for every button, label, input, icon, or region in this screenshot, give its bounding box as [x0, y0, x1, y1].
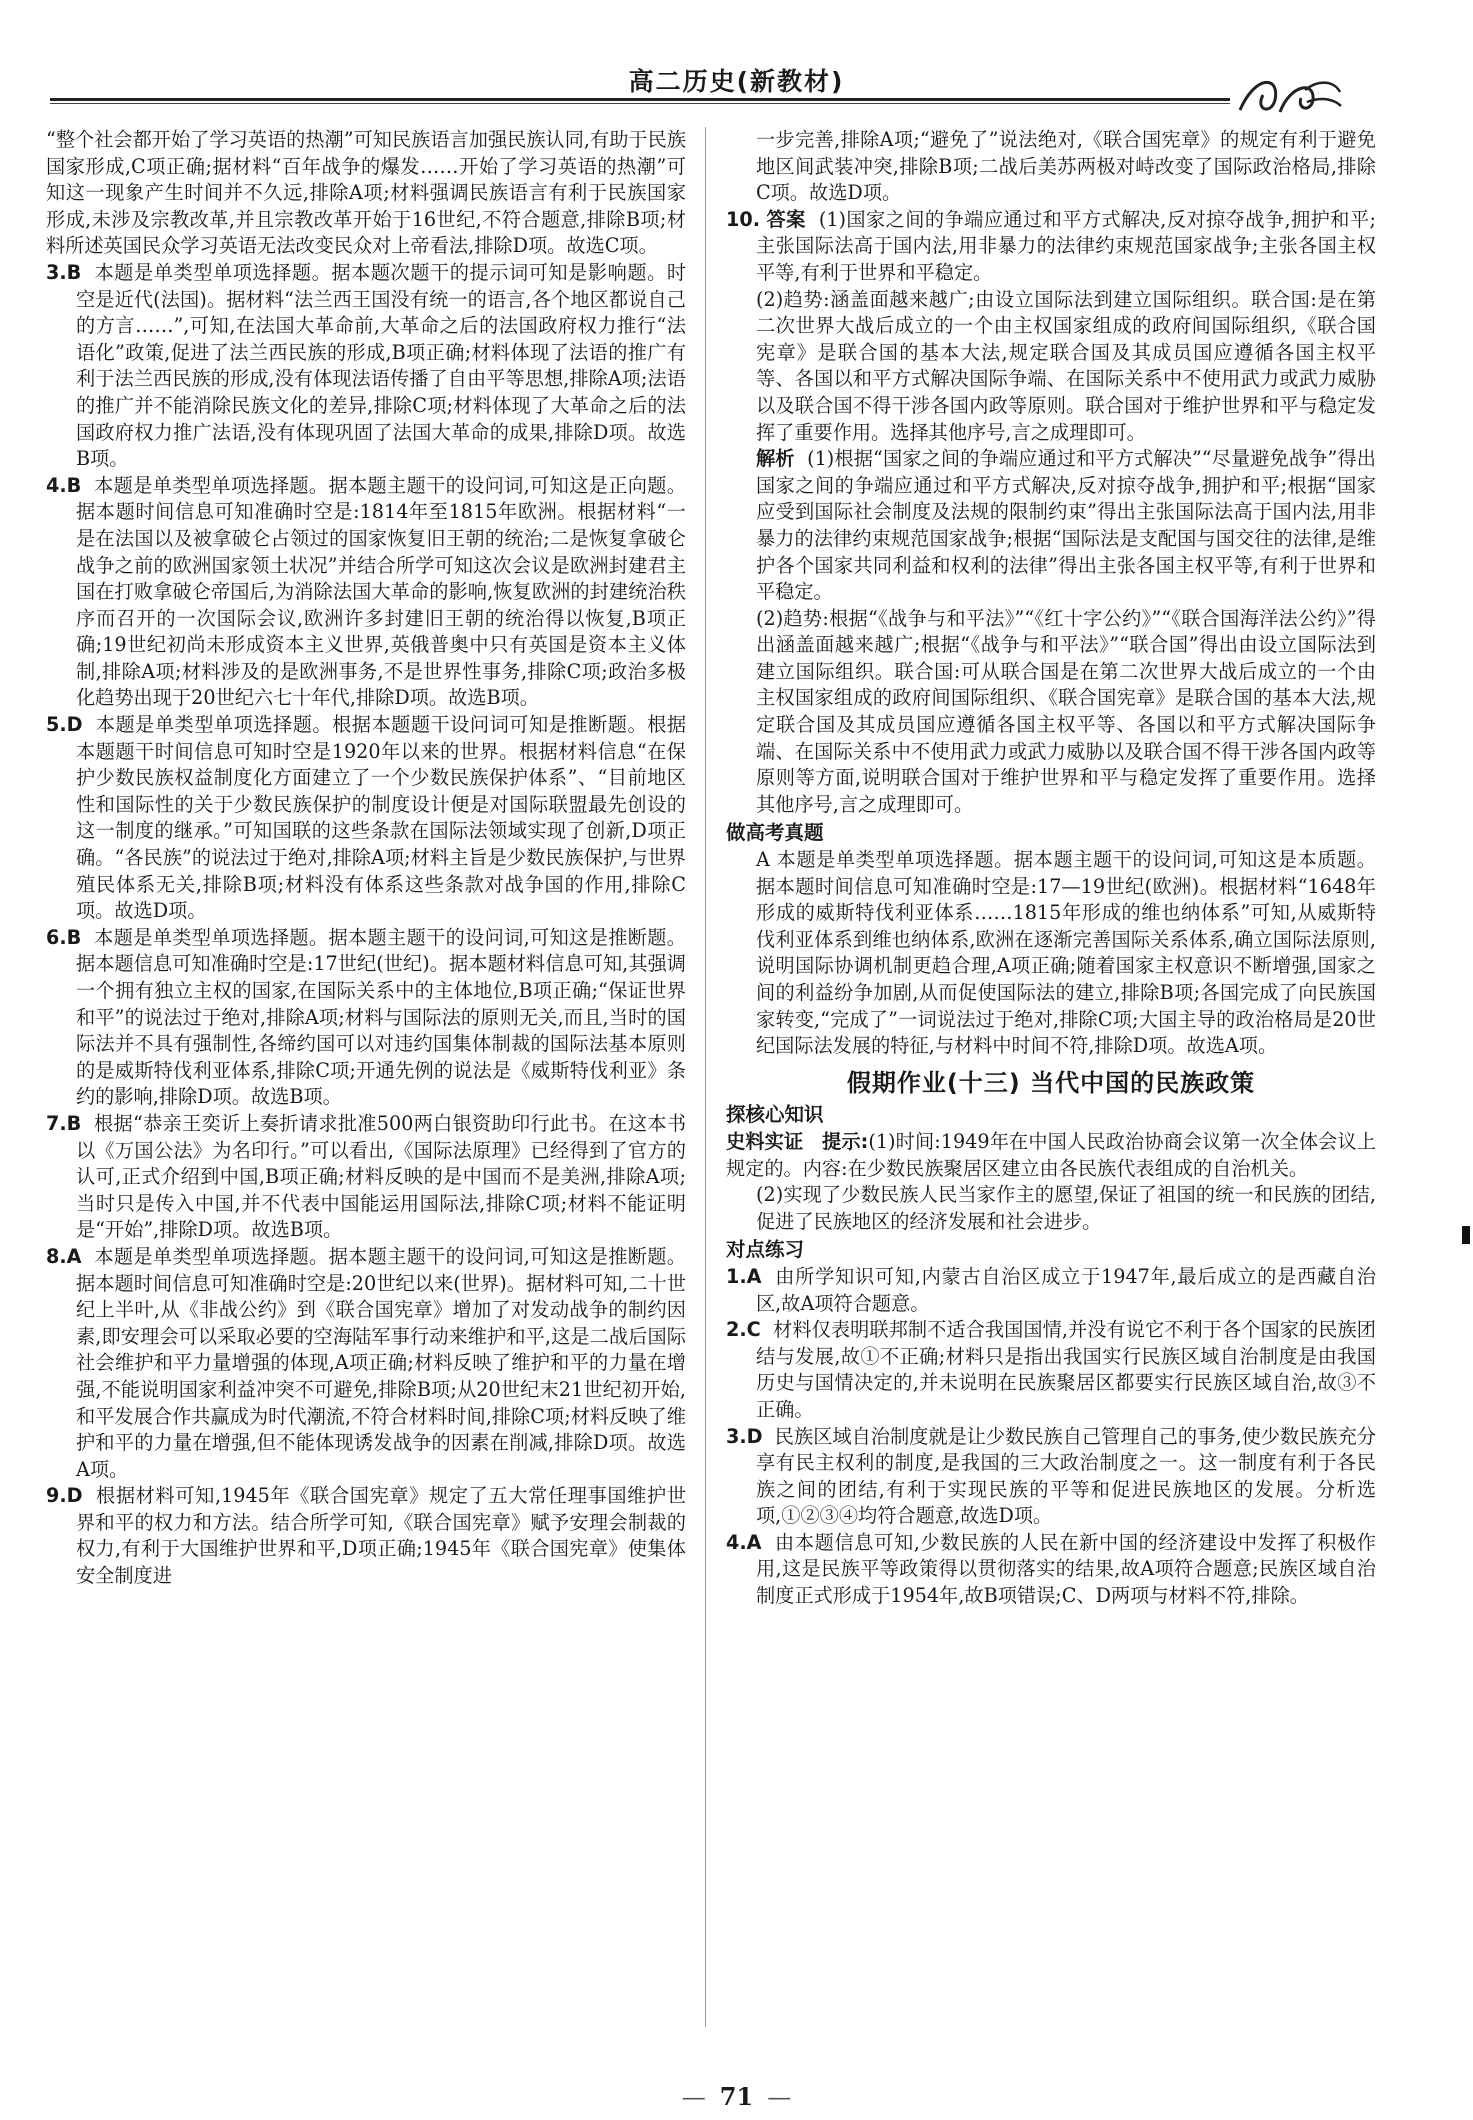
answer-text: 本题是单类型单项选择题。据本题次题干的提示词可知是影响题。时空是近代(法国)。据材料“法兰西王国没有统一的语言,各个地区都说自己的方言……”,可知,在法国大革命前,大革命之后的法国政府权力推行“法语化”政策,促进了法兰西民族的形成,B项正确;材料体现了法语的推广有利于法兰西民族的形成,没有体现法语传播了自由平等思想,排除A项;法语的推广并不能消除民族文化的差异,排除C项;材料体现了大革命之后的法国政府权力推广法语,没有体现巩固了法国大革命的成果,排除D项。故选B项。 [76, 260, 687, 471]
answer-item-10 [726, 207, 1376, 287]
answer-text: 本题是单类型单项选择题。据本题主题干的设问词,可知这是推断题。据本题信息可知准确时空是:17世纪(世纪)。据本题材料信息可知,其强调一个拥有独立主权的国家,在国际关系中的主体地位,B项正确;“保证世界和平”的说法过于绝对,排除A项;材料与国际法的原则无关,而且,当时的国际法并不具有强制性,各缔约国可以对违约国集体制裁的国际法基本原则的是威斯特伐利亚体系,排除C项;开通先例的说法是《威斯特伐利亚》条约的影响,排除D项。故选B项。 [76, 925, 686, 1109]
answer-number: 2.C [726, 1318, 761, 1342]
answer-number: 4.B [46, 473, 82, 497]
evidence-hint [726, 1129, 1376, 1182]
answer-number: 9.D [46, 1484, 83, 1508]
answer-number: 10. [726, 207, 760, 231]
answer-9-continuation: 一步完善,排除A项;“避免了”说法绝对,《联合国宪章》的规定有利于避免地区间武装冲突,排除B项;二战后美苏两极对峙改变了国际政治格局,排除C项。故选D项。 [756, 128, 1376, 205]
analysis-text: (1)根据“国家之间的争端应通过和平方式解决”“尽量避免战争”得出国家之间的争端应通过和平方式解决,反对掠夺战争,拥护和平;根据“国家应受到国际社会制度及法规的限制约束”得出主张国际法高于国内法,用非暴力的法律约束规范国家战争;根据“国际法是支配国与国交往的法律,是维护各个国家共同利益和权利的法律”得出主张各国主权平等,有利于世界和平稳定。 [756, 447, 1376, 604]
answer-item-9 [46, 1483, 686, 1589]
answer-number: 6.B [46, 925, 82, 949]
left-column [46, 127, 686, 1590]
answer-item-5 [46, 712, 686, 925]
answer-text: 本题是单类型单项选择题。据本题主题干的设问词,可知这是正向题。据本题时间信息可知准确时空是:1814年至1815年欧洲。根据材料“一是在法国以及被拿破仑占领过的国家恢复旧王朝的统治;二是恢复拿破仑战争之前的欧洲国家领土状况”并结合所学可知这次会议是欧洲封建君主国在打败拿破仑帝国后,为消除法国大革命的影响,恢复欧洲的封建统治秩序而召开的一次国际会议,欧洲许多封建旧王朝的统治得以恢复,B项正确;19世纪初尚未形成资本主义世界,英俄普奥中只有英国是资本主义体制,排除A项;材料涉及的是欧洲事务,不是世界性事务,排除C项;政治多极化趋势出现于20世纪六七十年代,排除D项。故选B项。 [76, 473, 686, 710]
answer-number: 3.B [46, 260, 82, 284]
answer-number: 8.A [46, 1244, 82, 1268]
answer-number: 3.D [726, 1424, 763, 1448]
answer-text: 材料仅表明联邦制不适合我国国情,并没有说它不利于各个国家的民族团结与发展,故①不正确;材料只是指出我国实行民族区域自治制度是由我国历史与国情决定的,并未说明在民族聚居区都要实行民族区域自治,故③不正确。 [756, 1318, 1376, 1421]
answer-item-6 [46, 925, 686, 1111]
page-header [0, 0, 1473, 100]
header-rule-thin [50, 103, 1230, 104]
hint-text: (1)时间:1949年在中国人民政治协商会议第一次全体会议上规定的。内容:在少数民族聚居区建立由各民族代表组成的自治机关。 [726, 1129, 1376, 1180]
section-heading-exam: 做高考真题 [726, 821, 824, 845]
answer-2-continuation [46, 127, 686, 260]
answer-number: 4.A [726, 1530, 762, 1554]
section-heading-core: 探核心知识 [726, 1103, 824, 1127]
section-heading-practice: 对点练习 [726, 1238, 805, 1262]
answer-number: 7.B [46, 1111, 82, 1135]
answer-item-3 [46, 260, 686, 473]
analysis-10-part-2: (2)趋势:根据“《战争与和平法》”“《红十字公约》”“《联合国海洋法公约》”得出涵盖面越来越广;根据“《战争与和平法》”“联合国”得出由设立国际法到建立国际组织。联合国:可从联合国是在第二次世界大战后成立的一个由主权国家组成的政府间国际组织、《联合国宪章》是联合国的基本大法,规定联合国及其成员国应遵循各国主权平等、各国以和平方式解决国际争端、在国际关系中不使用武力或武力威胁以及联合国不得干涉各国内政等原则等方面,说明联合国对于维护世界和平与稳定发挥了重要作用。选择其他序号,言之成理即可。 [756, 606, 1376, 816]
answer-text: 根据“恭亲王奕䜣上奏折请求批准500两白银资助印行此书。在这本书以《万国公法》为名印行。”可以看出,《国际法原理》已经得到了官方的认可,正式介绍到中国,B项正确;材料反映的是中国而不是美洲,排除A项;当时只是传入中国,并不代表中国能运用国际法,排除C项;材料不能证明是“开始”,排除D项。故选B项。 [76, 1111, 687, 1242]
margin-mark [1462, 1226, 1470, 1244]
answer-label: 答案 [766, 207, 806, 231]
answer-text: “整个社会都开始了学习英语的热潮”可知民族语言加强民族认同,有助于民族国家形成,C项正确;据材料“百年战争的爆发……开始了学习英语的热潮”可知这一现象产生时间并不久远,排除A项;材料强调民族语言有利于民族国家形成,未涉及宗教改革,并且宗教改革开始于16世纪,不符合题意,排除B项;材料所述英国民众学习英语无法改变民众对上帝看法,排除D项。故选C项。 [46, 128, 686, 258]
answer-text: (1)国家之间的争端应通过和平方式解决,反对掠夺战争,拥护和平;主张国际法高于国内法,用非暴力的法律约束规范国家战争;主张各国主权平等,有利于世界和平稳定。 [756, 207, 1376, 284]
page-footer [0, 2082, 1473, 2111]
hint-part-2: (2)实现了少数民族人民当家作主的愿望,保证了祖国的统一和民族的团结,促进了民族地区的经济发展和社会进步。 [756, 1183, 1376, 1233]
page-number: 71 [719, 2082, 754, 2111]
answer-number: 5.D [46, 713, 83, 737]
evidence-label: 史料实证 [726, 1129, 804, 1153]
right-column [726, 127, 1376, 1610]
book-title: 高二历史(新教材) [628, 67, 845, 96]
answer-text: 由本题信息可知,少数民族的人民在新中国的经济建设中发挥了积极作用,这是民族平等政策得以贯彻落实的结果,故A项符合题意;民族区域自治制度正式形成于1954年,故B项错误;C、D两项与材料不符,排除。 [756, 1530, 1376, 1608]
answer-item-7 [46, 1111, 686, 1244]
exam-answer: A 本题是单类型单项选择题。据本题主题干的设问词,可知这是本质题。据本题时间信息可知准确时空是:17—19世纪(欧洲)。根据材料“1648年形成的威斯特伐利亚体系……1815年形成的维也纳体系”可知,从威斯特伐利亚体系到维也纳体系,欧洲在逐渐完善国际关系体系,确立国际法原则,说明国际协调机制更趋合理,A项正确;随着国家主权意识不断增强,国家之间的利益纷争加剧,从而促使国际法的建立,排除B项;各国完成了向民族国家转变,“完成了”一词说法过于绝对,排除C项;大国主导的政治格局是20世纪国际法发展的特征,与材料中时间不符,排除D项。故选A项。 [756, 848, 1376, 1058]
column-divider [705, 127, 706, 2027]
scroll-ornament-icon [1235, 70, 1345, 120]
answer-10-part-2: (2)趋势:涵盖面越来越广;由设立国际法到建立国际组织。联合国:是在第二次世界大战后成立的一个由主权国家组成的政府间国际组织,《联合国宪章》是联合国的基本大法,规定联合国及其成员国应遵循各国主权平等、各国以和平方式解决国际争端、在国际关系中不使用武力或武力威胁以及联合国不得干涉各国内政等原则。联合国对于维护世界和平与稳定发挥了重要作用。选择其他序号,言之成理即可。 [756, 287, 1376, 444]
hint-label: 提示: [822, 1129, 869, 1153]
answer-text: 民族区域自治制度就是让少数民族自己管理自己的事务,使少数民族充分享有民主权利的制度,是我国的三大政治制度之一。这一制度有利于各民族之间的团结,有利于实现民族的平等和促进民族地区的发展。分析选项,①②③④均符合题意,故选D项。 [756, 1424, 1376, 1528]
answer-text: 由所学知识可知,内蒙古自治区成立于1947年,最后成立的是西藏自治区,故A项符合题意。 [756, 1264, 1376, 1315]
practice-item-1 [726, 1264, 1376, 1317]
answer-item-4 [46, 473, 686, 712]
practice-item-3 [726, 1424, 1376, 1530]
header-rule [50, 98, 1230, 101]
practice-item-4 [726, 1530, 1376, 1610]
analysis-10 [726, 446, 1376, 606]
analysis-label: 解析 [756, 447, 795, 471]
answer-text: 本题是单类型单项选择题。据本题主题干的设问词,可知这是推断题。据本题时间信息可知准确时空是:20世纪以来(世界)。据材料可知,二十世纪上半叶,从《非战公约》到《联合国宪章》增加了对发动战争的制约因素,即安理会可以采取必要的空海陆军事行动来维护和平,这是二战后国际社会维护和平力量增强的体现,A项正确;材料反映了维护和平的力量在增强,不能说明国家利益冲突不可避免,排除B项;从20世纪末21世纪初开始,和平发展合作共赢成为时代潮流,不符合材料时间,排除C项;材料反映了维护和平的力量在增强,但不能体现诱发战争的因素在削减,排除D项。故选A项。 [76, 1244, 686, 1481]
answer-number: 1.A [726, 1264, 762, 1288]
footer-dash-left: — [681, 2083, 706, 2111]
answer-text: 根据材料可知,1945年《联合国宪章》规定了五大常任理事国维护世界和平的权力和方法。结合所学可知,《联合国宪章》赋予安理会制裁的权力,有利于大国维护世界和平,D项正确;1945年《联合国宪章》使集体安全制度进 [76, 1484, 687, 1588]
footer-dash-right: — [767, 2083, 792, 2111]
chapter-title: 假期作业(十三) 当代中国的民族政策 [846, 1068, 1256, 1097]
answer-text: 本题是单类型单项选择题。根据本题题干设问词可知是推断题。根据本题题干时间信息可知时空是1920年以来的世界。根据材料信息“在保护少数民族权益制度化方面建立了一个少数民族保护体系”、“目前地区性和国际性的关于少数民族保护的制度设计便是对国际联盟最先创设的这一制度的继承。”可知国联的这些条款在国际法领域实现了创新,D项正确。“各民族”的说法过于绝对,排除A项;材料主旨是少数民族保护,与世界殖民体系无关,排除B项;材料没有体系这些条款对战争国的作用,排除C项。故选D项。 [76, 713, 687, 923]
answer-item-8 [46, 1244, 686, 1483]
practice-item-2 [726, 1317, 1376, 1423]
